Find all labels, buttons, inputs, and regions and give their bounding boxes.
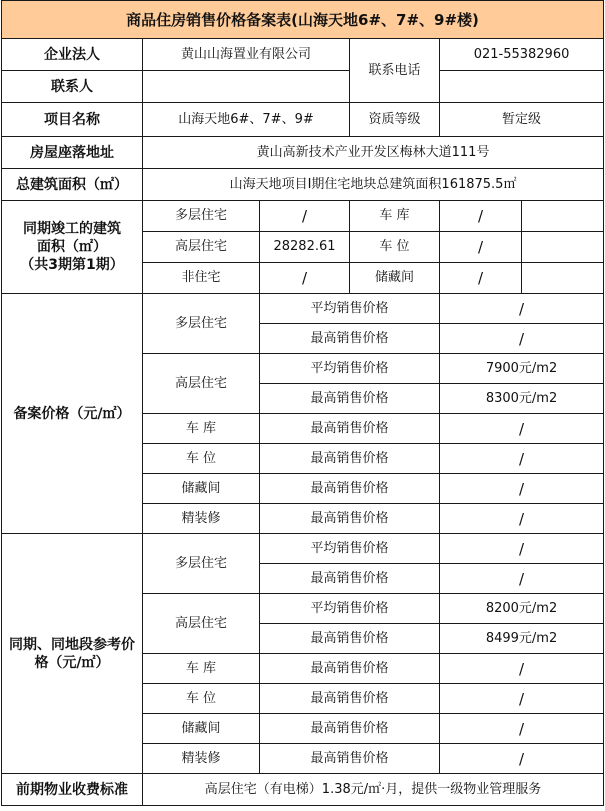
completed-area-label <box>2 201 143 294</box>
completed-value2: / <box>440 232 522 263</box>
project-value: 山海天地6#、7#、9# <box>143 103 350 137</box>
phone-value-extra <box>440 71 604 103</box>
filed-other-value: / <box>440 504 604 534</box>
ref-high-avg-label: 平均销售价格 <box>260 594 440 624</box>
completed-empty-cell <box>522 201 604 232</box>
filed-other-price-label: 最高销售价格 <box>260 444 440 474</box>
ref-other-price-label: 最高销售价格 <box>260 684 440 714</box>
contact-label: 联系人 <box>2 71 143 103</box>
completed-type2: 车 库 <box>350 201 440 232</box>
filed-other-type: 车 位 <box>143 444 260 474</box>
ref-multi-max-label: 最高销售价格 <box>260 564 440 594</box>
ref-multi-max-value: / <box>440 564 604 594</box>
filed-other-price-label: 最高销售价格 <box>260 474 440 504</box>
ref-price-label-line: 同期、同地段参考价 <box>9 636 135 653</box>
qualification-label: 资质等级 <box>350 103 440 137</box>
filed-other-value: / <box>440 474 604 504</box>
property-fee-label: 前期物业收费标准 <box>2 774 143 806</box>
completed-area-label-line: （共3期第1期） <box>20 257 124 273</box>
completed-value2: / <box>440 263 522 294</box>
filed-high-avg-value: 7900元/m2 <box>440 354 604 384</box>
filed-other-type: 储藏间 <box>143 474 260 504</box>
completed-area-label-line: 同期竣工的建筑 <box>23 221 121 237</box>
ref-other-type: 车 库 <box>143 654 260 684</box>
filed-other-value: / <box>440 444 604 474</box>
completed-empty-cell <box>522 232 604 263</box>
ref-other-type: 车 位 <box>143 684 260 714</box>
ref-high-max-label: 最高销售价格 <box>260 624 440 654</box>
price-filing-table <box>1 0 604 806</box>
filed-multi-avg-value: / <box>440 294 604 324</box>
ref-multi-avg-label: 平均销售价格 <box>260 534 440 564</box>
property-fee-value: 高层住宅（有电梯）1.38元/㎡·月，提供一级物业管理服务 <box>143 774 604 806</box>
filed-multi-max-label: 最高销售价格 <box>260 324 440 354</box>
ref-other-type: 储藏间 <box>143 714 260 744</box>
filed-high-max-label: 最高销售价格 <box>260 384 440 414</box>
ref-other-price-label: 最高销售价格 <box>260 744 440 774</box>
filed-other-price-label: 最高销售价格 <box>260 414 440 444</box>
completed-type: 多层住宅 <box>143 201 260 232</box>
filed-other-type: 精装修 <box>143 504 260 534</box>
company-label: 企业法人 <box>2 39 143 71</box>
completed-value2: / <box>440 201 522 232</box>
ref-high-type: 高层住宅 <box>143 594 260 654</box>
phone-label: 联系电话 <box>350 39 440 103</box>
table-title: 商品住房销售价格备案表(山海天地6#、7#、9#楼) <box>2 1 604 39</box>
completed-type: 非住宅 <box>143 263 260 294</box>
filed-other-price-label: 最高销售价格 <box>260 504 440 534</box>
completed-value: / <box>260 201 350 232</box>
ref-high-avg-value: 8200元/m2 <box>440 594 604 624</box>
ref-other-value: / <box>440 714 604 744</box>
qualification-value: 暂定级 <box>440 103 604 137</box>
total-area-label: 总建筑面积（㎡） <box>2 169 143 201</box>
filed-price-label: 备案价格（元/㎡） <box>2 294 143 534</box>
ref-other-value: / <box>440 684 604 714</box>
ref-multi-type: 多层住宅 <box>143 534 260 594</box>
filed-multi-type: 多层住宅 <box>143 294 260 354</box>
ref-other-price-label: 最高销售价格 <box>260 654 440 684</box>
ref-price-label <box>2 534 143 774</box>
completed-type: 高层住宅 <box>143 232 260 263</box>
filed-multi-avg-label: 平均销售价格 <box>260 294 440 324</box>
address-label: 房屋座落地址 <box>2 137 143 169</box>
ref-high-max-value: 8499元/m2 <box>440 624 604 654</box>
ref-other-value: / <box>440 654 604 684</box>
completed-value: 28282.61 <box>260 232 350 263</box>
filed-high-avg-label: 平均销售价格 <box>260 354 440 384</box>
completed-type2: 车 位 <box>350 232 440 263</box>
completed-empty-cell <box>522 263 604 294</box>
total-area-value: 山海天地项目Ⅰ期住宅地块总建筑面积161875.5㎡ <box>143 169 604 201</box>
completed-type2: 储藏间 <box>350 263 440 294</box>
completed-area-label-line: 面积（㎡） <box>37 239 107 255</box>
filed-multi-max-value: / <box>440 324 604 354</box>
filed-high-type: 高层住宅 <box>143 354 260 414</box>
filed-other-value: / <box>440 414 604 444</box>
project-label: 项目名称 <box>2 103 143 137</box>
filed-other-type: 车 库 <box>143 414 260 444</box>
contact-value <box>143 71 350 103</box>
filed-high-max-value: 8300元/m2 <box>440 384 604 414</box>
ref-other-price-label: 最高销售价格 <box>260 714 440 744</box>
ref-other-type: 精装修 <box>143 744 260 774</box>
company-value: 黄山山海置业有限公司 <box>143 39 350 71</box>
ref-price-label-line: 格（元/㎡） <box>34 654 110 671</box>
ref-multi-avg-value: / <box>440 534 604 564</box>
ref-other-value: / <box>440 744 604 774</box>
completed-value: / <box>260 263 350 294</box>
phone-value: 021-55382960 <box>440 39 604 71</box>
address-value: 黄山高新技术产业开发区梅林大道111号 <box>143 137 604 169</box>
